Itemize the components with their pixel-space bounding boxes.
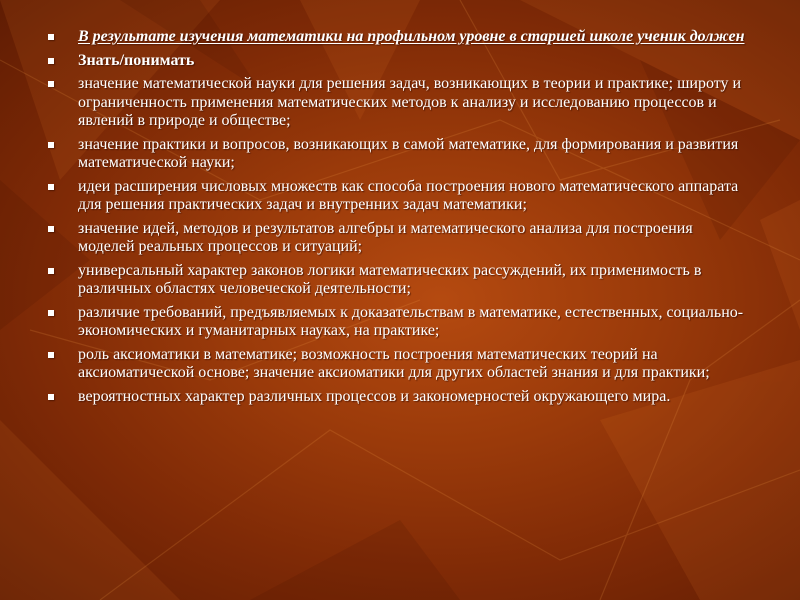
list-item-text: вероятностных характер различных процессов и закономерностей окружающего мира. xyxy=(78,387,671,405)
subheading-text: Знать/понимать xyxy=(78,51,195,69)
list-item xyxy=(48,346,748,383)
heading-text: В результате изучения математики на профильном уровне в старшей школе ученик должен xyxy=(78,28,745,45)
bullet-icon xyxy=(48,34,54,40)
bullet-list xyxy=(48,28,748,411)
list-item-text: значение математической науки для решения задач, возникающих в теории и практике; широту и ограниченность применения математических методов к анализу и исследованию процессов и явлений в природе и обществе; xyxy=(78,75,742,129)
list-item xyxy=(48,304,748,341)
list-item xyxy=(48,220,748,257)
bullet-icon xyxy=(48,310,54,316)
bullet-icon xyxy=(48,58,54,64)
bullet-icon xyxy=(48,352,54,358)
list-item-text: идеи расширения числовых множеств как способа построения нового математического аппарата для решения практических задач и внутренних задач математики; xyxy=(78,177,739,213)
list-subheading xyxy=(48,52,748,71)
list-item-text: роль аксиоматики в математике; возможность построения математических теорий на аксиоматической основе; значение аксиоматики для других областей знания и для практики; xyxy=(78,345,710,381)
list-item xyxy=(48,262,748,299)
bullet-icon xyxy=(48,226,54,232)
bullet-icon xyxy=(48,142,54,148)
list-item xyxy=(48,388,748,407)
list-item xyxy=(48,75,748,131)
bullet-icon xyxy=(48,394,54,400)
list-item xyxy=(48,136,748,173)
list-heading xyxy=(48,28,748,47)
bullet-icon xyxy=(48,184,54,190)
bullet-icon xyxy=(48,268,54,274)
bullet-icon xyxy=(48,81,54,87)
list-item-text: значение практики и вопросов, возникающих в самой математике, для формирования и развития математической науки; xyxy=(78,135,739,171)
list-item-text: значение идей, методов и результатов алгебры и математического анализа для построения моделей реальных процессов и ситуаций; xyxy=(78,219,693,255)
list-item xyxy=(48,178,748,215)
list-item-text: универсальный характер законов логики математических рассуждений, их применимость в различных областях человеческой деятельности; xyxy=(78,261,702,297)
list-item-text: различие требований, предъявляемых к доказательствам в математике, естественных, социально-экономических и гуманитарных науках, на практике; xyxy=(78,303,744,339)
